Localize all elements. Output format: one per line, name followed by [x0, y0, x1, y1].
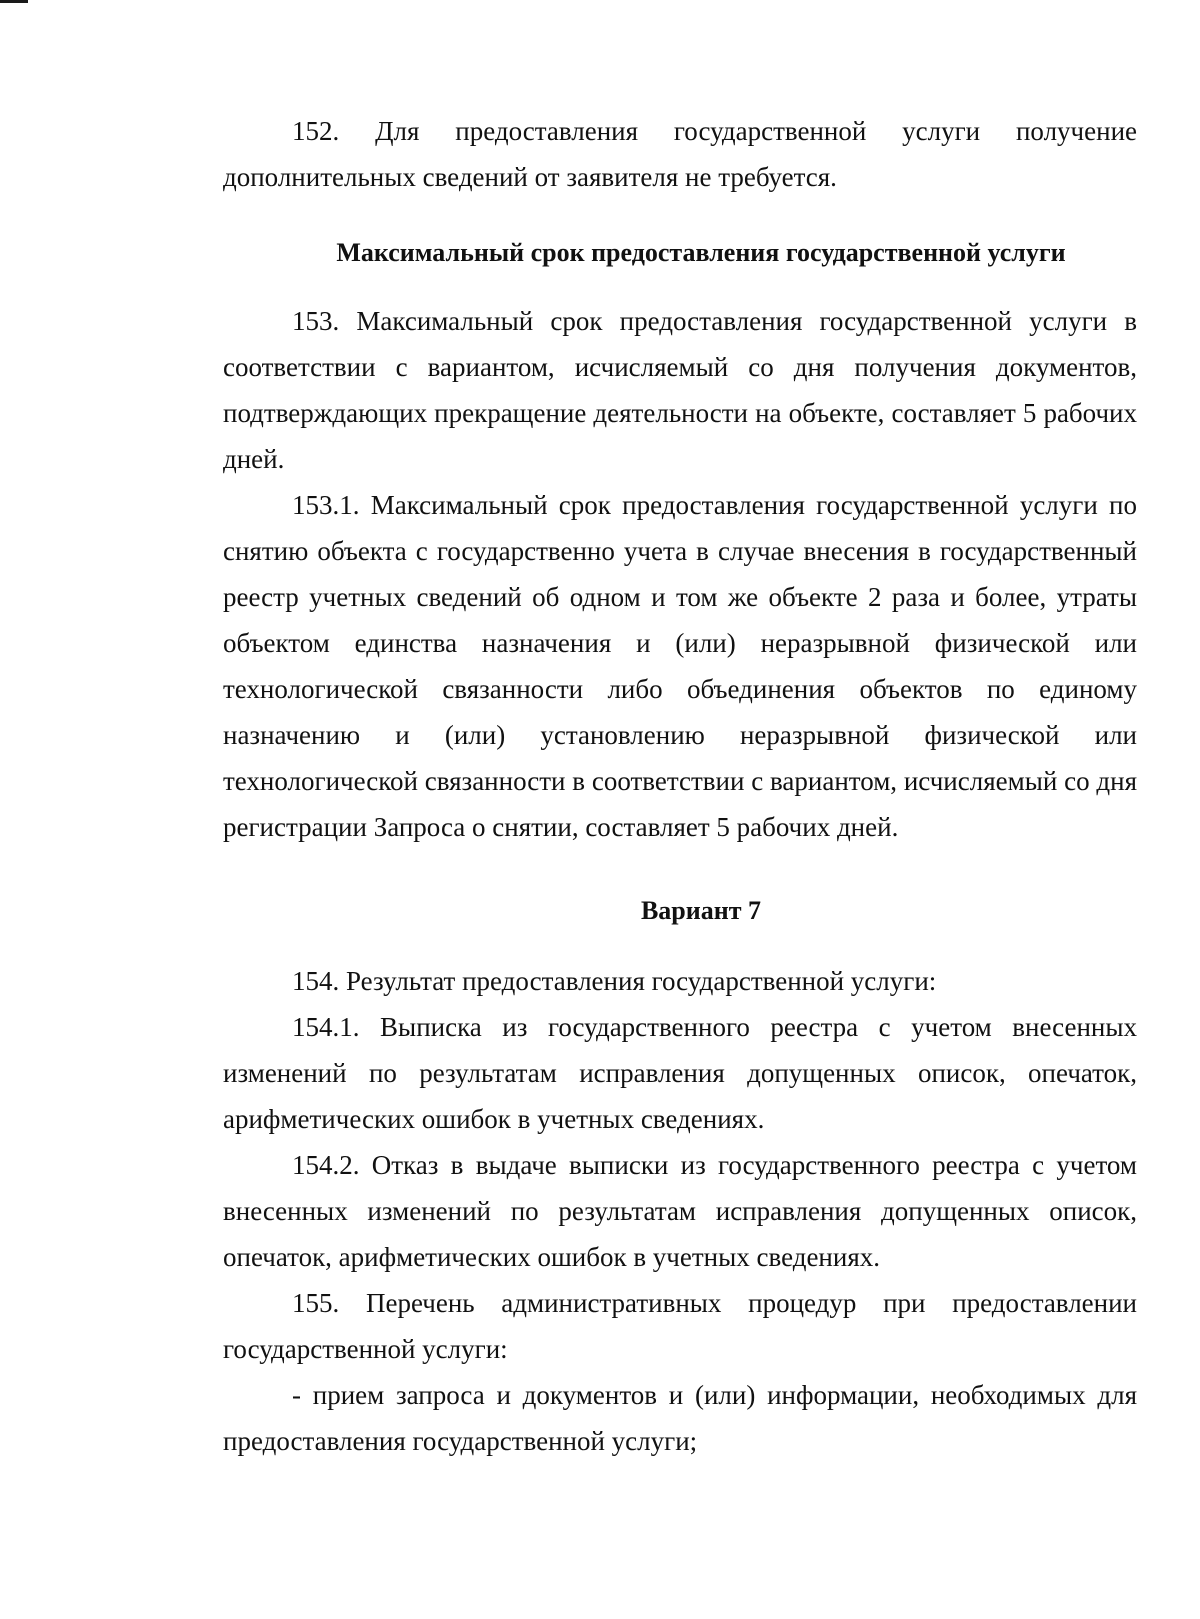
section-heading-variant: Вариант 7	[640, 896, 762, 925]
paragraph-153-1: 153.1. Максимальный срок предоставления государственной услуги по снятию объекта с государственно учета в случае внесения в государственный реестр учетных сведений об одном и том же объекте 2 раза и более, утраты объектом единства назначения и (или) неразрывной физической или технологической связанности либо объединения объектов по единому назначению и (или) установлению неразрывной физической или технологической связанности в соответствии с вариантом, исчисляемый со дня регистрации Запроса о снятии, составляет 5 рабочих дней.	[223, 490, 1137, 842]
paragraph-152: 152. Для предоставления государственной услуги получение дополнительных сведений от заявителя не требуется.	[223, 116, 1137, 192]
paragraph-155: 155. Перечень административных процедур при предоставлении государственной услуги:	[223, 1288, 1137, 1364]
paragraph-153: 153. Максимальный срок предоставления государственной услуги в соответствии с вариантом, исчисляемый со дня получения документов, подтверждающих прекращение деятельности на объекте, составляет 5 рабочих дней.	[223, 306, 1137, 474]
section-heading-max-term: Максимальный срок предоставления государственной услуги	[336, 238, 1066, 267]
scan-edge-mark	[0, 0, 28, 3]
paragraph-154-1: 154.1. Выписка из государственного реестра с учетом внесенных изменений по результатам исправления допущенных описок, опечаток, арифметических ошибок в учетных сведениях.	[223, 1012, 1137, 1134]
spacer	[223, 934, 1137, 958]
paragraph-154-2: 154.2. Отказ в выдаче выписки из государственного реестра с учетом внесенных изменений по результатам исправления допущенных описок, опечаток, арифметических ошибок в учетных сведениях.	[223, 1150, 1137, 1272]
document-page	[223, 108, 1137, 1464]
spacer	[223, 850, 1137, 888]
spacer	[223, 276, 1137, 298]
paragraph-154: 154. Результат предоставления государственной услуги:	[292, 966, 937, 996]
list-item: - прием запроса и документов и (или) информации, необходимых для предоставления государственной услуги;	[223, 1380, 1137, 1456]
spacer	[223, 200, 1137, 230]
